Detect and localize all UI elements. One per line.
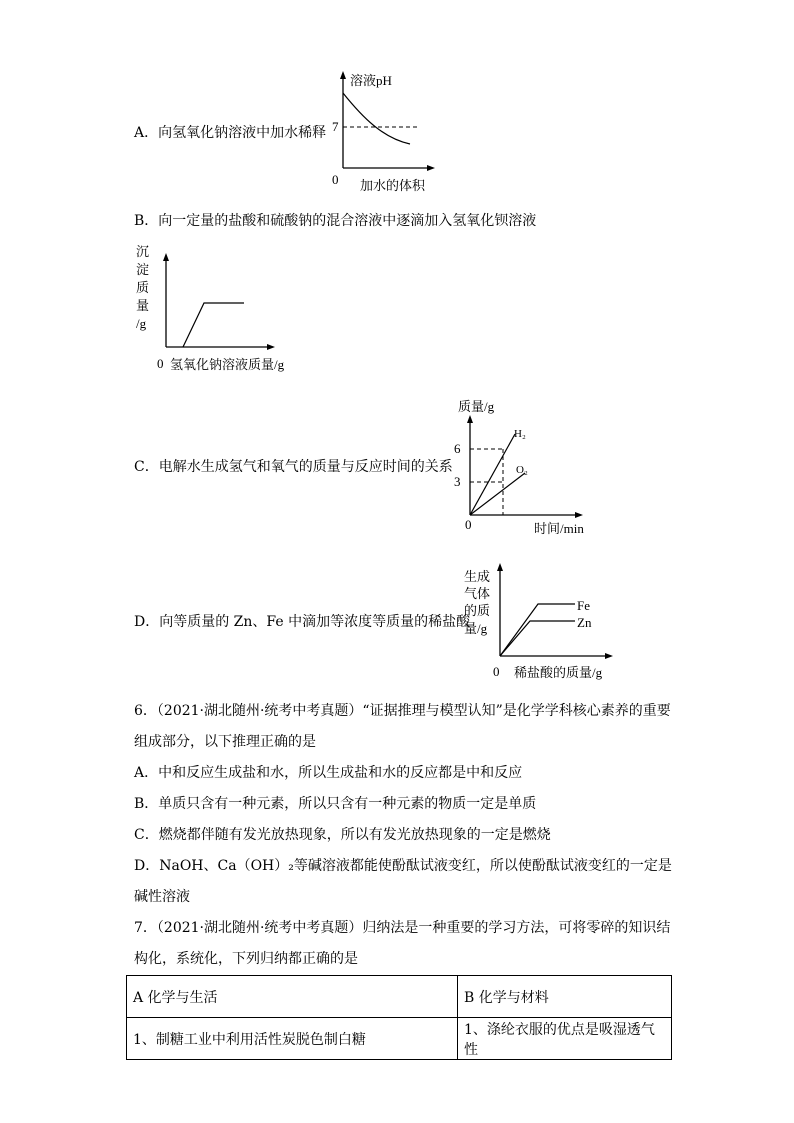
table-cell: 1、涤纶衣服的优点是吸湿透气性 xyxy=(458,1018,672,1060)
chart-c-xlabel: 时间/min xyxy=(534,521,584,536)
q7-stem-line-1: 7．（2021·湖北随州·统考中考真题）归纳法是一种重要的学习方法，可将零碎的知识结 xyxy=(134,920,671,936)
chart-c-origin: 0 xyxy=(465,517,472,532)
chart-b-ylabel-2: 淀 xyxy=(136,262,150,277)
chart-c-h2-label: H₂ xyxy=(514,428,526,440)
q6-option-a: A．中和反应生成盐和水，所以生成盐和水的反应都是中和反应 xyxy=(134,765,523,781)
chart-d-ylabel-2: 气体 xyxy=(464,586,491,601)
chart-c-ylabel: 质量/g xyxy=(458,399,495,414)
chart-b-origin: 0 xyxy=(157,356,164,371)
q6-option-d-line-1: D．NaOH、Ca（OH）₂等碱溶液都能使酚酞试液变红，所以使酚酞试液变红的一定是 xyxy=(134,858,672,874)
chart-c-tick-3: 3 xyxy=(454,474,461,489)
chart-d-zn-label: Zn xyxy=(577,615,592,630)
table-header-a: A 化学与生活 xyxy=(127,976,458,1018)
chart-b xyxy=(160,250,280,352)
chart-a-origin: 0 xyxy=(332,172,339,187)
chart-d-ylabel-1: 生成 xyxy=(464,569,491,584)
chart-d-fe-label: Fe xyxy=(577,598,590,613)
q6-option-c: C．燃烧都伴随有发光放热现象，所以有发光放热现象的一定是燃烧 xyxy=(134,827,551,843)
chart-a-ylabel: 溶液pH xyxy=(350,73,392,88)
chart-c-tick-6: 6 xyxy=(454,441,461,456)
table-cell: 1、制糖工业中利用活性炭脱色制白糖 xyxy=(127,1018,458,1060)
chart-d-ylabel-4: 量/g xyxy=(464,621,488,636)
option-d-text: D．向等质量的 Zn、Fe 中滴加等浓度等质量的稀盐酸 xyxy=(134,614,471,630)
q6-option-b: B．单质只含有一种元素，所以只含有一种元素的物质一定是单质 xyxy=(134,796,537,812)
chart-a-tick-7: 7 xyxy=(332,119,339,134)
chart-d-xlabel: 稀盐酸的质量/g xyxy=(514,665,603,680)
table-row xyxy=(127,976,672,1018)
q7-stem-line-2: 构化，系统化，下列归纳都正确的是 xyxy=(134,951,358,967)
q6-option-d-line-2: 碱性溶液 xyxy=(134,889,190,905)
chart-d-ylabel-3: 的质 xyxy=(464,603,491,618)
table-header-b: B 化学与材料 xyxy=(458,976,672,1018)
q6-stem-line-2: 组成部分，以下推理正确的是 xyxy=(134,734,316,750)
chart-b-ylabel-4: 量 xyxy=(136,298,150,313)
chart-a-xlabel: 加水的体积 xyxy=(360,178,426,193)
option-c-text: C．电解水生成氢气和氧气的质量与反应时间的关系 xyxy=(134,459,453,475)
chart-b-xlabel: 氢氧化钠溶液质量/g xyxy=(170,357,285,372)
table-row xyxy=(127,1018,672,1060)
chart-b-ylabel-3: 质 xyxy=(136,280,150,295)
chart-b-ylabel-5: /g xyxy=(136,316,147,331)
option-a-text: A．向氢氧化钠溶液中加水稀释 xyxy=(134,125,327,141)
chart-d-origin: 0 xyxy=(493,664,500,679)
chart-b-ylabel-1: 沉 xyxy=(136,244,150,259)
q7-table xyxy=(126,975,672,1060)
q6-stem-line-1: 6．（2021·湖北随州·统考中考真题）“证据推理与模型认知”是化学学科核心素养的重要 xyxy=(134,703,671,719)
chart-d xyxy=(490,560,620,662)
option-b-text: B．向一定量的盐酸和硫酸钠的混合溶液中逐滴加入氢氧化钡溶液 xyxy=(134,213,537,229)
chart-c-o2-label: O₂ xyxy=(516,464,528,476)
